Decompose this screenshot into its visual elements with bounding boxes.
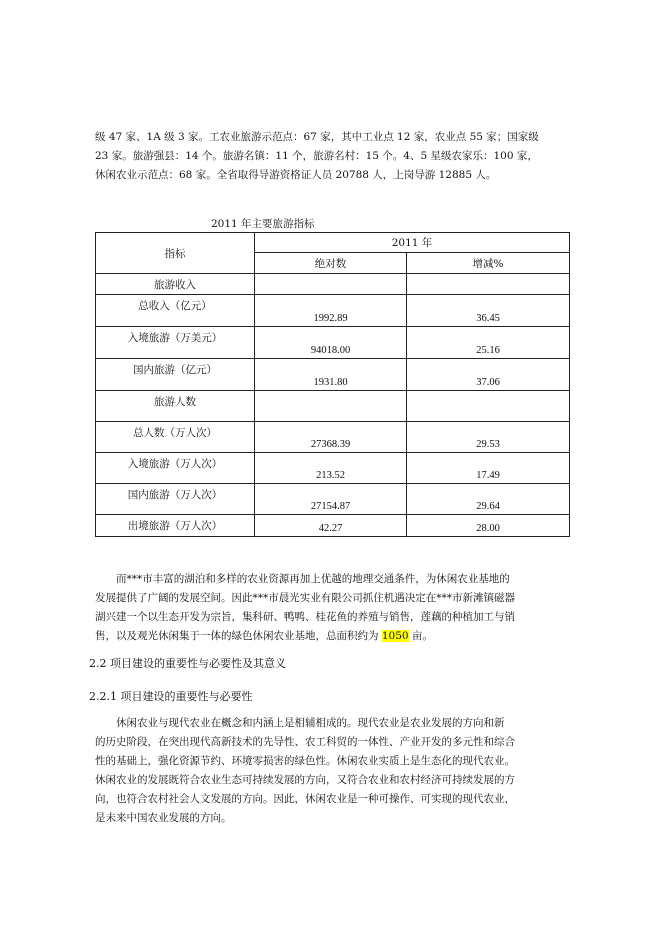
row-label: 国内旅游（万人次） bbox=[96, 484, 255, 515]
text-segment: 亩。 bbox=[408, 630, 433, 642]
text-line: 向，也符合农村社会人文发展的方向。因此，休闲农业是一种可操作、可实现的现代农业， bbox=[95, 793, 515, 805]
row-label: 国内旅游（亿元） bbox=[96, 359, 255, 391]
row-growth: 17.49 bbox=[407, 453, 570, 484]
row-absolute: 1992.89 bbox=[255, 295, 407, 327]
tourism-indicators-table bbox=[95, 232, 570, 537]
row-absolute: 94018.00 bbox=[255, 327, 407, 359]
table-row bbox=[96, 453, 570, 484]
row-growth: 29.53 bbox=[407, 422, 570, 453]
text-line: 级 47 家、1A 级 3 家。工农业旅游示范点：67 家，其中工业点 12 家，农业点 55 家；国家级 bbox=[95, 131, 539, 143]
text-line: 湖兴建一个以生态开发为宗旨，集科研、鸭鸭、桂花鱼的养殖与销售，莲藕的种植加工与销 bbox=[95, 611, 515, 623]
header-year: 2011 年 bbox=[255, 233, 570, 253]
row-absolute: 1931.80 bbox=[255, 359, 407, 391]
row-absolute: 213.52 bbox=[255, 453, 407, 484]
text-line: 的历史阶段，在突出现代高新技术的先导性、农工科贸的一体性、产业开发的多元性和综合 bbox=[95, 736, 515, 748]
row-growth: 36.45 bbox=[407, 295, 570, 327]
row-growth: 25.16 bbox=[407, 327, 570, 359]
row-growth: 29.64 bbox=[407, 484, 570, 515]
highlighted-area-value: 1050 bbox=[381, 630, 409, 642]
text-line bbox=[95, 627, 571, 646]
text-line: 23 家。旅游强县：14 个。旅游名镇：11 个，旅游名村：15 个。4、5 星级农家乐：100 家， bbox=[95, 150, 538, 162]
row-growth bbox=[407, 274, 570, 295]
row-label: 出境旅游（万人次） bbox=[96, 515, 255, 537]
text-line: 性的基础上，强化资源节约、环境零损害的绿色性。休闲农业实质上是生态化的现代农业。 bbox=[95, 755, 515, 767]
leisure-agriculture-paragraph bbox=[95, 714, 571, 828]
row-absolute: 27368.39 bbox=[255, 422, 407, 453]
text-line: 是未来中国农业发展的方向。 bbox=[95, 812, 232, 824]
table-row bbox=[96, 295, 570, 327]
table-row bbox=[96, 484, 570, 515]
row-label: 总人数（万人次） bbox=[96, 422, 255, 453]
header-growth: 增减% bbox=[407, 253, 570, 274]
row-growth: 37.06 bbox=[407, 359, 570, 391]
header-absolute: 绝对数 bbox=[255, 253, 407, 274]
table-caption: 2011 年主要旅游指标 bbox=[211, 218, 315, 230]
row-label: 旅游收入 bbox=[96, 274, 255, 295]
text-line: 休闲农业的发展既符合农业生态可持续发展的方向，又符合农业和农村经济可持续发展的方 bbox=[95, 774, 515, 786]
section-heading-2-2: 2.2 项目建设的重要性与必要性及其意义 bbox=[89, 657, 286, 670]
table-row bbox=[96, 359, 570, 391]
text-line: 休闲农业示范点：68 家。全省取得导游资格证人员 20788 人，上岗导游 12885 人。 bbox=[95, 169, 497, 181]
text-line: 而***市丰富的湖泊和多样的农业资源再加上优越的地理交通条件，为休闲农业基地的 bbox=[116, 573, 510, 585]
row-label: 总收入（亿元） bbox=[96, 295, 255, 327]
row-absolute bbox=[255, 391, 407, 422]
text-line: 休闲农业与现代农业在概念和内涵上是相辅相成的。现代农业是农业发展的方向和新 bbox=[116, 717, 505, 729]
table-row bbox=[96, 422, 570, 453]
row-label: 入境旅游（万美元） bbox=[96, 327, 255, 359]
text-segment: 售，以及观光休闲集于一体的绿色休闲农业基地，总面积约为 bbox=[95, 630, 382, 642]
text-line: 发展提供了广阔的发展空间。因此***市晨光实业有限公司抓住机遇决定在***市新滩镇磁器 bbox=[95, 592, 515, 604]
row-growth bbox=[407, 391, 570, 422]
table-row bbox=[96, 274, 570, 295]
intro-paragraph bbox=[95, 128, 571, 185]
table-row bbox=[96, 327, 570, 359]
base-paragraph bbox=[95, 570, 571, 646]
row-absolute bbox=[255, 274, 407, 295]
table-row bbox=[96, 391, 570, 422]
row-absolute: 27154.87 bbox=[255, 484, 407, 515]
row-growth: 28.00 bbox=[407, 515, 570, 537]
section-heading-2-2-1: 2.2.1 项目建设的重要性与必要性 bbox=[89, 690, 253, 703]
row-absolute: 42.27 bbox=[255, 515, 407, 537]
row-label: 入境旅游（万人次） bbox=[96, 453, 255, 484]
header-indicator: 指标 bbox=[96, 233, 255, 274]
table-row bbox=[96, 515, 570, 537]
row-label: 旅游人数 bbox=[96, 391, 255, 422]
